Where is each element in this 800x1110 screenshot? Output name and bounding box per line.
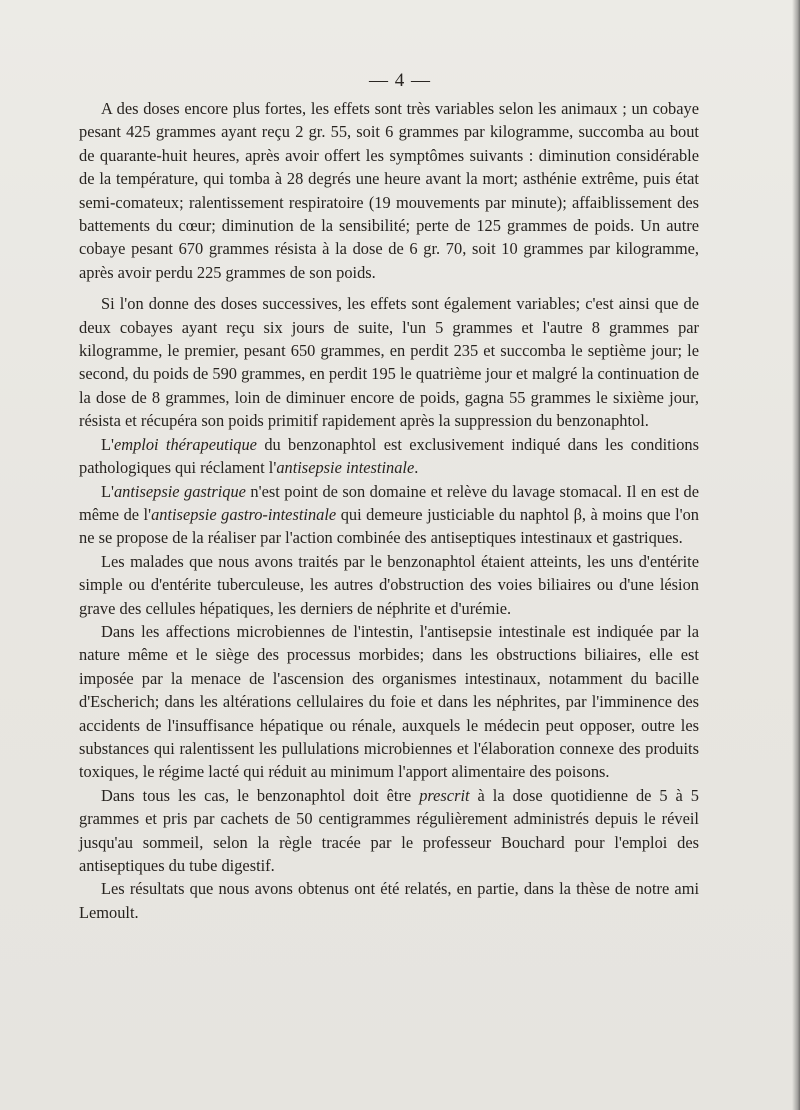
text-segment: à la dose quotidienne de 5 à 5 grammes et pris par cachets de 50 centigrammes régulièrement administrés depuis le réveil jusqu'au sommeil, selon la règle tracée par le professeur Bouchard pour l'emploi des antiseptiques du tube digestif. [79,785,699,875]
italic-term: antisepsie gastro-intestinale [151,504,337,524]
page-number: — 4 — [369,70,431,91]
paragraph-gastric-antisepsis [79,480,699,550]
text-segment: du benzonaphtol est exclusivement indiqué dans les conditions pathologiques qui réclament l' [79,434,699,478]
paragraph-patients: Les malades que nous avons traités par le benzonaphtol étaient atteints, les uns d'entérite simple ou d'entérite tuberculeuse, les autres d'obstruction des voies biliaires ou d'une lésion grave des cellules hépatiques, les derniers de néphrite et d'urémie. [79,551,699,618]
paragraph-successive-doses: Si l'on donne des doses successives, les effets sont également variables; c'est ainsi que de deux cobayes ayant reçu six jours de suite, l'un 5 grammes et l'autre 8 grammes par kilogramme, le premier, pesant 650 grammes, en perdit 235 et succomba le septième jour; le second, du poids de 590 grammes, en perdit 195 le quatrième jour et malgré la continuation de la dose de 8 grammes, loin de diminuer encore de poids, gagna 55 grammes le sixième jour, résista et récupéra son poids primitif rapidement après la suppression du benzonaphtol. [79,294,699,431]
paragraph-results: Les résultats que nous avons obtenus ont été relatés, en partie, dans la thèse de notre ami Lemoult. [79,879,699,922]
paragraph-dosage [79,784,699,878]
italic-term: antisepsie intestinale [276,458,415,478]
italic-term: emploi thérapeutique [113,434,257,454]
paragraph-high-doses: A des doses encore plus fortes, les effets sont très variables selon les animaux ; un cobaye pesant 425 grammes ayant reçu 2 gr. 55, soit 6 grammes par kilogramme, succomba au bout de quarante-huit heures, après avoir offert les symptômes suivants : diminution considérable de la température, qui tomba à 28 degrés une heure avant la mort; asthénie extrême, puis état semi-comateux; ralentissement respiratoire (19 mouvements par minute); affaiblissement des battements du cœur; diminution de la sensibilité; perte de 125 grammes de poids. Un autre cobaye pesant 670 grammes résista à la dose de 6 gr. 70, soit 10 grammes par kilogramme, après avoir perdu 225 grammes de son poids. [79,99,699,282]
text-segment: n'est point de son domaine et relève du lavage stomacal. Il en est de même de l' [79,481,699,524]
text-segment: . [414,458,419,478]
text-segment: Dans tous les cas, le benzonaphtol doit être [101,785,420,805]
text-segment: L' [101,434,114,454]
italic-term: prescrit [419,785,470,805]
italic-term: antisepsie gastrique [113,481,246,501]
body-text [79,97,699,924]
page-edge-shadow [792,0,800,1110]
text-segment: L' [101,481,114,501]
text-segment: qui demeure justiciable du naphtol β, à moins que l'on ne se propose de la réaliser par l'action combinée des antiseptiques intestinaux et gastriques. [79,504,699,548]
paragraph-indications: Dans les affections microbiennes de l'intestin, l'antisepsie intestinale est indiquée par la nature même et le siège des processus morbides; dans les obstructions biliaires, elle est imposée par la menace de l'ascension des organismes intestinaux, notamment du bacille d'Escherich; dans les altérations cellulaires du foie et dans les néphrites, par l'imminence des accidents de l'insuffisance hépatique ou rénale, auxquels le médecin peut opposer, outre les substances qui ralentissent les pullulations microbiennes et l'élaboration connexe des produits toxiques, le régime lacté qui réduit au minimum l'apport alimentaire des poisons. [79,621,699,782]
paragraph-therapeutic-use [79,433,699,480]
